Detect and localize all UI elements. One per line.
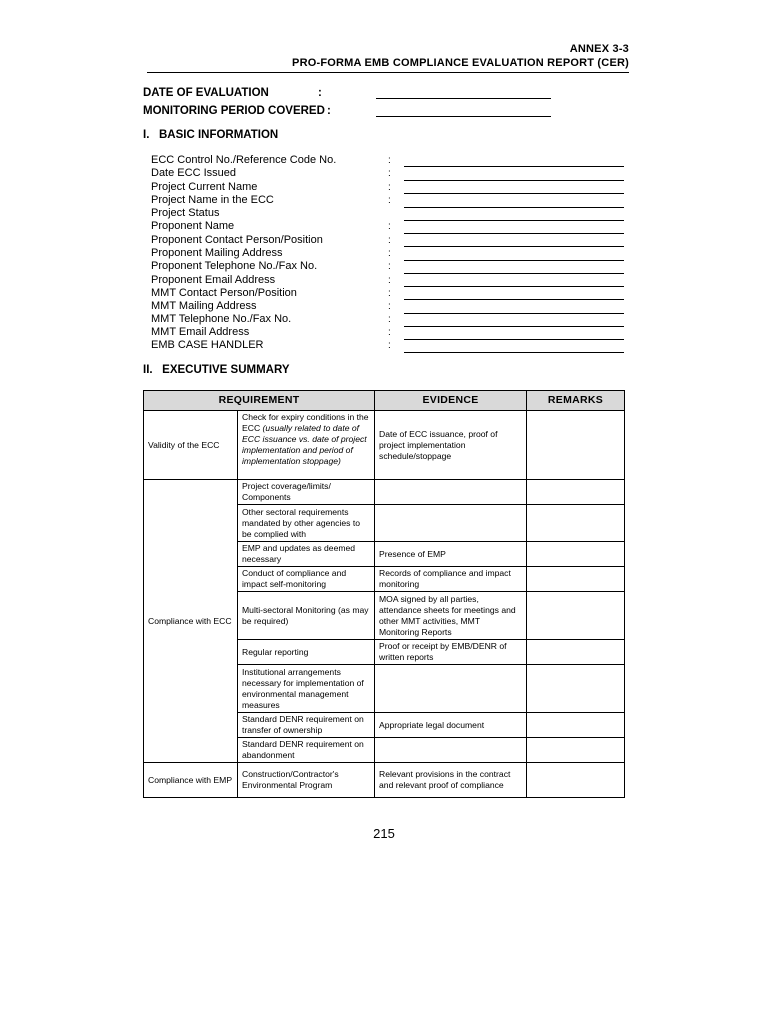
field-blank[interactable] — [404, 299, 624, 300]
field-colon: : — [388, 261, 391, 272]
field-label: MMT Contact Person/Position — [151, 287, 297, 299]
monitoring-period-colon: : — [327, 105, 331, 117]
remarks-cell[interactable] — [527, 665, 625, 713]
remarks-cell[interactable] — [527, 480, 625, 505]
requirement-cell: Standard DENR requirement on abandonment — [238, 738, 375, 763]
requirement-cell: Project coverage/limits/ Components — [238, 480, 375, 505]
evidence-cell: Proof or receipt by EMB/DENR of written reports — [375, 640, 527, 665]
monitoring-period-label: MONITORING PERIOD COVERED — [143, 105, 325, 117]
field-label: ECC Control No./Reference Code No. — [151, 154, 337, 166]
evidence-cell: Relevant provisions in the contract and relevant proof of compliance — [375, 763, 527, 798]
field-colon: : — [388, 314, 391, 325]
requirement-cell: Institutional arrangements necessary for implementation of environmental management measures — [238, 665, 375, 713]
requirement-cell: Multi-sectoral Monitoring (as may be required) — [238, 592, 375, 640]
remarks-header: REMARKS — [527, 391, 625, 411]
field-colon: : — [388, 182, 391, 193]
requirement-cell: Other sectoral requirements mandated by other agencies to be complied with — [238, 505, 375, 542]
field-colon: : — [388, 248, 391, 259]
group-compliance-ecc: Compliance with ECC — [144, 480, 238, 763]
field-label: Proponent Contact Person/Position — [151, 234, 323, 246]
remarks-cell[interactable] — [527, 505, 625, 542]
field-label: MMT Mailing Address — [151, 300, 257, 312]
field-label: Proponent Telephone No./Fax No. — [151, 260, 318, 272]
table-row — [144, 480, 625, 505]
field-blank[interactable] — [404, 193, 624, 194]
remarks-cell[interactable] — [527, 713, 625, 738]
section-basic-information-title: I. BASIC INFORMATION — [143, 129, 279, 141]
group-validity-ecc: Validity of the ECC — [144, 411, 238, 480]
field-blank[interactable] — [404, 286, 624, 287]
table-row — [144, 763, 625, 798]
field-blank[interactable] — [404, 246, 624, 247]
remarks-cell[interactable] — [527, 738, 625, 763]
field-blank[interactable] — [404, 180, 624, 181]
evidence-cell: Presence of EMP — [375, 542, 527, 567]
requirement-cell: Regular reporting — [238, 640, 375, 665]
field-label: Proponent Email Address — [151, 274, 276, 286]
requirement-cell: Conduct of compliance and impact self-monitoring — [238, 567, 375, 592]
remarks-cell[interactable] — [527, 640, 625, 665]
page-number: 215 — [373, 826, 395, 841]
date-of-evaluation-label: DATE OF EVALUATION — [143, 87, 269, 99]
field-label: EMB CASE HANDLER — [151, 339, 264, 351]
requirement-cell: EMP and updates as deemed necessary — [238, 542, 375, 567]
field-colon: : — [388, 301, 391, 312]
field-label: MMT Telephone No./Fax No. — [151, 313, 292, 325]
annex-label: ANNEX 3-3 — [569, 43, 629, 55]
evidence-cell — [375, 665, 527, 713]
field-label: Proponent Mailing Address — [151, 247, 283, 259]
evidence-cell — [375, 480, 527, 505]
date-of-evaluation-blank[interactable] — [376, 98, 551, 99]
remarks-cell[interactable] — [527, 411, 625, 480]
field-blank[interactable] — [404, 313, 624, 314]
field-colon: : — [388, 275, 391, 286]
field-blank[interactable] — [404, 352, 624, 353]
field-label: MMT Email Address — [151, 326, 250, 338]
field-blank[interactable] — [404, 339, 624, 340]
document-title: PRO-FORMA EMB COMPLIANCE EVALUATION REPORT (CER) — [292, 57, 629, 69]
field-colon: : — [388, 288, 391, 299]
field-colon: : — [388, 327, 391, 338]
evidence-cell: Date of ECC issuance, proof of project implementation schedule/stoppage — [375, 411, 527, 480]
evidence-cell: MOA signed by all parties, attendance sheets for meetings and other MMT activities, MMT Monitoring Reports — [375, 592, 527, 640]
field-colon: : — [388, 235, 391, 246]
evidence-cell — [375, 505, 527, 542]
field-colon: : — [388, 155, 391, 166]
field-blank[interactable] — [404, 260, 624, 261]
field-blank[interactable] — [404, 273, 624, 274]
table-header-row — [144, 391, 625, 411]
requirement-text: Check for expiry conditions in the ECC — [242, 412, 369, 433]
table-row — [144, 411, 625, 480]
requirement-note: (usually related to date of ECC issuance vs. date of project implementation and period of implementation stoppage) — [242, 423, 367, 466]
remarks-cell[interactable] — [527, 567, 625, 592]
field-label: Proponent Name — [151, 220, 235, 232]
group-compliance-emp: Compliance with EMP — [144, 763, 238, 798]
remarks-cell[interactable] — [527, 542, 625, 567]
monitoring-period-blank[interactable] — [376, 116, 551, 117]
field-blank[interactable] — [404, 233, 624, 234]
requirement-cell: Standard DENR requirement on transfer of ownership — [238, 713, 375, 738]
header-rule — [147, 72, 629, 73]
requirement-cell — [238, 411, 375, 480]
field-blank[interactable] — [404, 207, 624, 208]
field-colon: : — [388, 340, 391, 351]
field-blank[interactable] — [404, 166, 624, 167]
remarks-cell[interactable] — [527, 592, 625, 640]
field-label: Date ECC Issued — [151, 167, 236, 179]
evidence-cell — [375, 738, 527, 763]
requirement-header: REQUIREMENT — [144, 391, 375, 411]
executive-summary-table — [143, 390, 625, 798]
field-colon: : — [388, 168, 391, 179]
field-colon: : — [388, 195, 391, 206]
field-blank[interactable] — [404, 220, 624, 221]
section-executive-summary-title: II. EXECUTIVE SUMMARY — [143, 364, 290, 376]
field-label: Project Name in the ECC — [151, 194, 274, 206]
field-label: Project Status — [151, 207, 220, 219]
evidence-header: EVIDENCE — [375, 391, 527, 411]
date-of-evaluation-colon: : — [318, 87, 322, 99]
evidence-cell: Appropriate legal document — [375, 713, 527, 738]
remarks-cell[interactable] — [527, 763, 625, 798]
requirement-cell: Construction/Contractor's Environmental Program — [238, 763, 375, 798]
field-blank[interactable] — [404, 326, 624, 327]
field-label: Project Current Name — [151, 181, 258, 193]
evidence-cell: Records of compliance and impact monitoring — [375, 567, 527, 592]
field-colon: : — [388, 221, 391, 232]
